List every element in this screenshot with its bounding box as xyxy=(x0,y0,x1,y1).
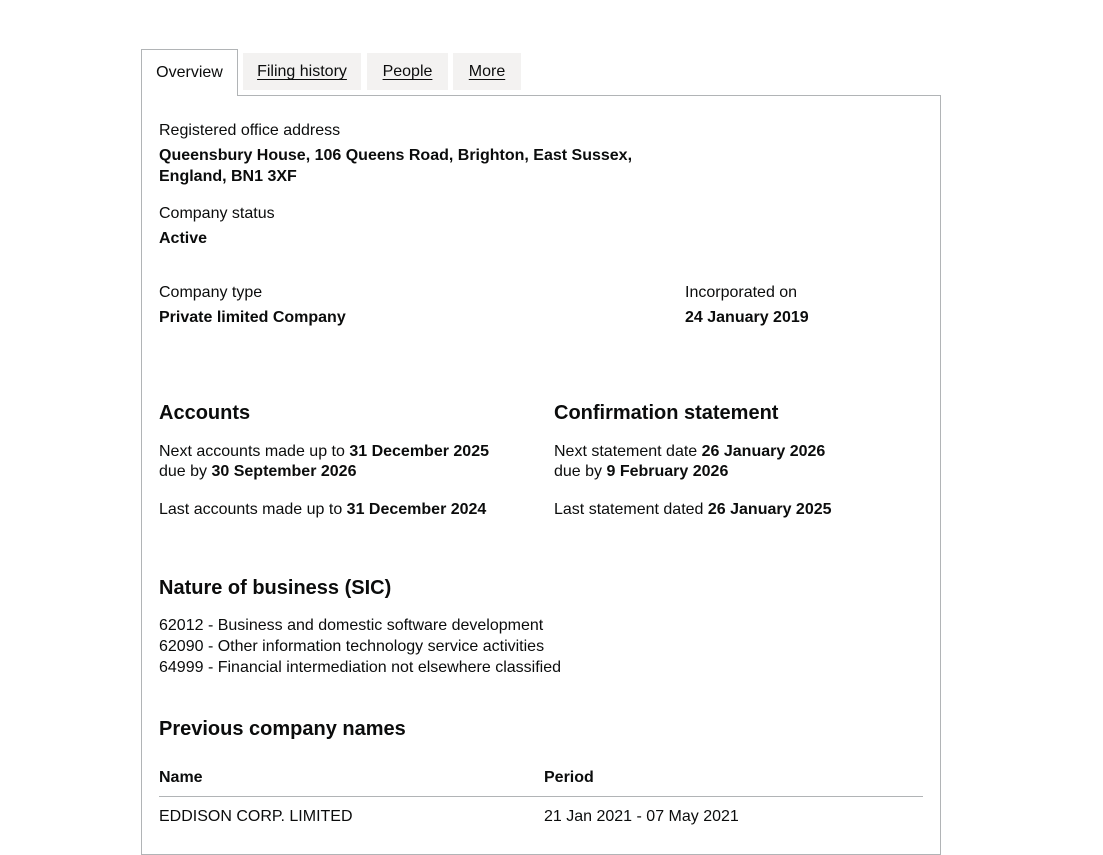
confirmation-last xyxy=(554,500,832,520)
incorporated-value: 24 January 2019 xyxy=(685,309,809,326)
accounts-last xyxy=(159,500,486,520)
accounts-due-date: 30 September 2026 xyxy=(211,463,357,480)
confirmation-last-date: 26 January 2025 xyxy=(707,501,832,518)
accounts-next xyxy=(159,442,489,462)
tab-more[interactable]: More xyxy=(453,53,521,90)
confirmation-next-prefix: Next statement date xyxy=(554,443,702,460)
column-header-name: Name xyxy=(159,769,203,786)
confirmation-heading: Confirmation statement xyxy=(554,402,779,424)
company-status-label: Company status xyxy=(159,205,275,222)
table-header-divider xyxy=(159,796,923,797)
company-type-value: Private limited Company xyxy=(159,309,346,326)
sic-item: 62090 - Other information technology service activities xyxy=(159,638,545,655)
confirmation-next-date: 26 January 2026 xyxy=(701,443,826,460)
accounts-next-date: 31 December 2025 xyxy=(349,443,489,460)
previous-period-cell: 21 Jan 2021 - 07 May 2021 xyxy=(544,808,739,825)
sic-heading: Nature of business (SIC) xyxy=(159,577,392,599)
sic-item: 64999 - Financial intermediation not elsewhere classified xyxy=(159,659,561,676)
accounts-due-prefix: due by xyxy=(159,463,212,480)
tab-overview[interactable]: Overview xyxy=(141,49,238,96)
company-type-label: Company type xyxy=(159,284,263,301)
accounts-last-date: 31 December 2024 xyxy=(346,501,487,518)
previous-names-heading: Previous company names xyxy=(159,718,406,740)
tab-filing-history[interactable]: Filing history xyxy=(243,53,361,90)
confirmation-next xyxy=(554,442,825,462)
registered-office-address-line1: Queensbury House, 106 Queens Road, Brighton, East Sussex, xyxy=(159,147,633,164)
confirmation-due-prefix: due by xyxy=(554,463,607,480)
sic-item: 62012 - Business and domestic software development xyxy=(159,617,544,634)
confirmation-due xyxy=(554,462,728,482)
registered-office-label: Registered office address xyxy=(159,122,341,139)
accounts-due xyxy=(159,462,356,482)
previous-name-cell: EDDISON CORP. LIMITED xyxy=(159,808,353,825)
accounts-last-prefix: Last accounts made up to xyxy=(159,501,347,518)
accounts-heading: Accounts xyxy=(159,402,251,424)
accounts-next-prefix: Next accounts made up to xyxy=(159,443,350,460)
company-status-value: Active xyxy=(159,230,208,247)
registered-office-address-line2: England, BN1 3XF xyxy=(159,168,297,185)
tab-people[interactable]: People xyxy=(367,53,448,90)
column-header-period: Period xyxy=(544,769,594,786)
confirmation-due-date: 9 February 2026 xyxy=(606,463,729,480)
confirmation-last-prefix: Last statement dated xyxy=(554,501,708,518)
incorporated-label: Incorporated on xyxy=(685,284,798,301)
